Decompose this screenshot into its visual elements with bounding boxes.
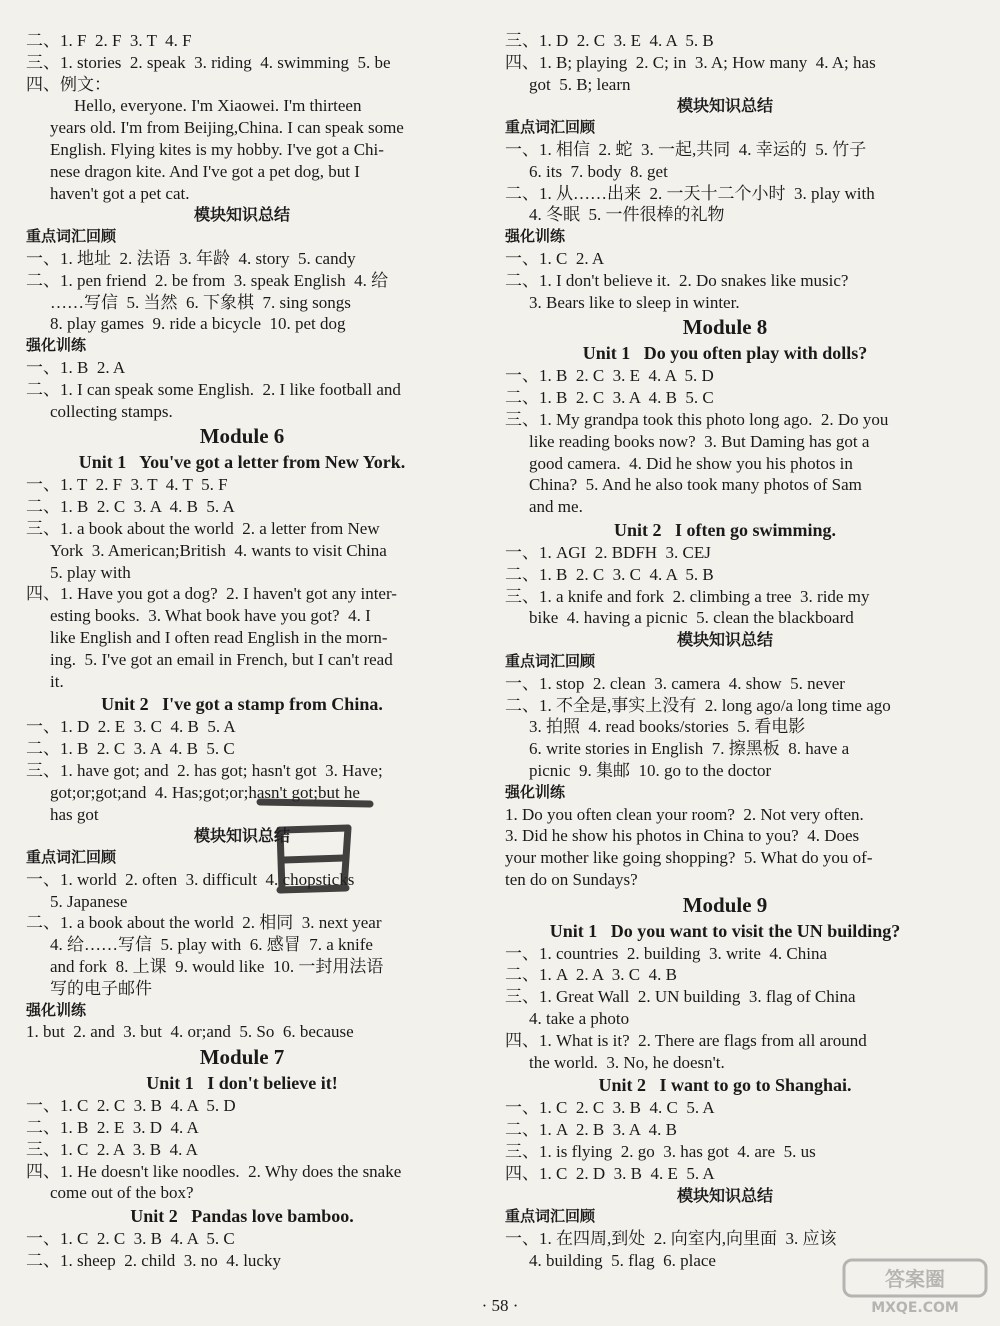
- left-line-2: 四、例文：: [26, 74, 111, 94]
- right-line-54: 一、1. 在四周,到处 2. 向室内,向里面 3. 应该: [505, 1229, 837, 1249]
- right-line-47: Unit 2 I want to go to Shanghai.: [598, 1075, 852, 1096]
- right-line-29: 一、1. stop 2. clean 3. camera 4. show 5. never: [505, 673, 845, 693]
- left-line-35: has got: [50, 804, 99, 824]
- right-line-5: 一、1. 相信 2. 蛇 3. 一起,共同 4. 幸运的 5. 竹子: [505, 139, 867, 159]
- left-line-25: 四、1. Have you got a dog? 2. I haven't got any inter-: [26, 584, 397, 604]
- left-line-27: like English and I often read English in the morn-: [50, 627, 388, 647]
- left-line-14: 强化训练: [26, 336, 87, 355]
- svg-text:答案圈: 答案圈: [885, 1267, 945, 1291]
- left-line-15: 一、1. B 2. A: [26, 357, 126, 377]
- left-line-38: 一、1. world 2. often 3. difficult 4. chopsticks: [26, 869, 355, 889]
- left-line-52: come out of the box?: [50, 1183, 194, 1203]
- left-line-23: York 3. American;British 4. wants to visit China: [50, 540, 387, 560]
- right-line-2: got 5. B; learn: [529, 74, 631, 94]
- right-line-46: the world. 3. No, he doesn't.: [529, 1052, 725, 1072]
- right-line-8: 4. 冬眠 5. 一件很棒的礼物: [529, 205, 725, 225]
- left-line-4: years old. I'm from Beijing,China. I can speak some: [50, 118, 404, 138]
- right-line-7: 二、1. 从……出来 2. 一天十二个小时 3. play with: [505, 183, 875, 203]
- left-line-28: ing. 5. I've got an email in French, but I can't read: [50, 649, 393, 669]
- left-line-6: nese dragon kite. And I've got a pet dog, but I: [50, 161, 360, 181]
- right-line-10: 一、1. C 2. A: [505, 248, 605, 268]
- left-column: [26, 30, 458, 1272]
- left-line-21: 二、1. B 2. C 3. A 4. B 5. A: [26, 497, 235, 517]
- left-line-26: esting books. 3. What book have you got? 4. I: [50, 606, 371, 626]
- right-line-13: Module 8: [682, 315, 768, 340]
- right-line-55: 4. building 5. flag 6. place: [529, 1251, 716, 1271]
- svg-text:MXQE.COM: MXQE.COM: [871, 1300, 959, 1316]
- left-line-17: collecting stamps.: [50, 401, 173, 421]
- right-line-32: 6. write stories in English 7. 擦黑板 8. have a: [529, 739, 850, 759]
- left-line-18: Module 6: [199, 424, 285, 449]
- right-line-49: 二、1. A 2. B 3. A 4. B: [505, 1120, 677, 1140]
- right-line-14: Unit 1 Do you often play with dolls?: [582, 343, 868, 364]
- left-line-10: 一、1. 地址 2. 法语 3. 年龄 4. story 5. candy: [26, 248, 356, 268]
- right-line-0: 三、1. D 2. C 3. E 4. A 5. B: [505, 31, 714, 50]
- right-line-11: 二、1. I don't believe it. 2. Do snakes like music?: [505, 270, 849, 290]
- left-line-51: 四、1. He doesn't like noodles. 2. Why does the snake: [26, 1161, 402, 1181]
- right-line-51: 四、1. C 2. D 3. B 4. E 5. A: [505, 1163, 715, 1183]
- right-line-40: Unit 1 Do you want to visit the UN building?: [549, 920, 901, 941]
- right-line-33: picnic 9. 集邮 10. go to the doctor: [529, 760, 772, 780]
- left-line-54: 一、1. C 2. C 3. B 4. A 5. C: [26, 1229, 235, 1249]
- right-line-24: 二、1. B 2. C 3. C 4. A 5. B: [505, 564, 714, 584]
- right-line-34: 强化训练: [505, 782, 566, 801]
- left-line-34: got;or;got;and 4. Has;got;or;hasn't got;but he: [50, 782, 360, 802]
- left-line-48: 一、1. C 2. C 3. B 4. A 5. D: [26, 1096, 236, 1116]
- right-line-18: like reading books now? 3. But Daming has got a: [529, 431, 870, 451]
- right-line-16: 二、1. B 2. C 3. A 4. B 5. C: [505, 388, 714, 408]
- left-line-13: 8. play games 9. ride a bicycle 10. pet dog: [50, 314, 346, 334]
- right-line-42: 二、1. A 2. A 3. C 4. B: [505, 965, 677, 985]
- left-line-9: 重点词汇回顾: [26, 227, 117, 246]
- left-line-41: 4. 给……写信 5. play with 6. 感冒 7. a knife: [50, 935, 373, 955]
- right-line-6: 6. its 7. body 8. get: [529, 161, 668, 181]
- right-line-19: good camera. 4. Did he show you his photos in: [529, 453, 853, 473]
- right-line-21: and me.: [529, 497, 583, 517]
- left-line-0: 二、1. F 2. F 3. T 4. F: [26, 31, 192, 50]
- left-line-44: 强化训练: [26, 1000, 87, 1019]
- right-line-25: 三、1. a knife and fork 2. climbing a tree 3. ride my: [505, 586, 870, 606]
- left-line-30: Unit 2 I've got a stamp from China.: [101, 694, 383, 715]
- left-line-19: Unit 1 You've got a letter from New York.: [78, 452, 406, 473]
- right-line-1: 四、1. B; playing 2. C; in 3. A; How many 4. A; has: [505, 52, 876, 72]
- left-line-5: English. Flying kites is my hobby. I've got a Chi-: [50, 139, 384, 159]
- right-line-37: your mother like going shopping? 5. What do you of-: [505, 848, 873, 868]
- left-line-49: 二、1. B 2. E 3. D 4. A: [26, 1118, 199, 1138]
- left-line-32: 二、1. B 2. C 3. A 4. B 5. C: [26, 739, 235, 759]
- right-line-22: Unit 2 I often go swimming.: [613, 519, 836, 540]
- left-line-31: 一、1. D 2. E 3. C 4. B 5. A: [26, 717, 236, 737]
- left-line-53: Unit 2 Pandas love bamboo.: [130, 1206, 354, 1227]
- left-line-40: 二、1. a book about the world 2. 相同 3. next year: [26, 913, 382, 933]
- left-line-22: 三、1. a book about the world 2. a letter from New: [26, 518, 380, 538]
- left-line-55: 二、1. sheep 2. child 3. no 4. lucky: [26, 1251, 281, 1271]
- right-line-30: 二、1. 不全是,事实上没有 2. long ago/a long time ago: [505, 695, 891, 715]
- right-line-26: bike 4. having a picnic 5. clean the blackboard: [529, 608, 854, 628]
- right-line-31: 3. 拍照 4. read books/stories 5. 看电影: [529, 717, 806, 737]
- left-line-3: Hello, everyone. I'm Xiaowei. I'm thirteen: [74, 96, 362, 116]
- left-line-37: 重点词汇回顾: [26, 848, 117, 867]
- left-line-36: 模块知识总结: [193, 826, 290, 846]
- left-line-1: 三、1. stories 2. speak 3. riding 4. swimming 5. be: [26, 52, 391, 72]
- right-line-20: China? 5. And he also took many photos of Sam: [529, 475, 862, 495]
- right-line-38: ten do on Sundays?: [505, 869, 638, 889]
- left-line-16: 二、1. I can speak some English. 2. I like football and: [26, 379, 401, 399]
- left-line-33: 三、1. have got; and 2. has got; hasn't got 3. Have;: [26, 760, 383, 780]
- left-line-39: 5. Japanese: [50, 891, 128, 911]
- right-line-15: 一、1. B 2. C 3. E 4. A 5. D: [505, 366, 714, 386]
- right-line-52: 模块知识总结: [676, 1185, 773, 1205]
- left-line-20: 一、1. T 2. F 3. T 4. T 5. F: [26, 475, 228, 495]
- right-column: [505, 30, 945, 1272]
- right-line-45: 四、1. What is it? 2. There are flags from all around: [505, 1030, 867, 1050]
- left-line-11: 二、1. pen friend 2. be from 3. speak English 4. 给: [26, 270, 389, 290]
- right-line-3: 模块知识总结: [676, 96, 773, 116]
- right-line-43: 三、1. Great Wall 2. UN building 3. flag of China: [505, 987, 856, 1007]
- page-number: · 58 ·: [481, 1296, 519, 1315]
- right-line-48: 一、1. C 2. C 3. B 4. C 5. A: [505, 1098, 715, 1118]
- left-line-46: Module 7: [199, 1045, 285, 1070]
- right-line-9: 强化训练: [505, 227, 566, 246]
- right-line-36: 3. Did he show his photos in China to you? 4. Does: [505, 826, 860, 846]
- right-line-44: 4. take a photo: [529, 1009, 630, 1029]
- page-number-value: 58: [491, 1296, 509, 1315]
- right-line-23: 一、1. AGI 2. BDFH 3. CEJ: [505, 542, 711, 562]
- left-line-8: 模块知识总结: [193, 205, 290, 225]
- left-line-43: 写的电子邮件: [50, 978, 152, 998]
- right-line-53: 重点词汇回顾: [505, 1207, 596, 1226]
- left-line-47: Unit 1 I don't believe it!: [146, 1073, 338, 1094]
- right-line-50: 三、1. is flying 2. go 3. has got 4. are 5. us: [505, 1142, 816, 1162]
- right-line-35: 1. Do you often clean your room? 2. Not very often.: [505, 804, 864, 824]
- right-line-28: 重点词汇回顾: [505, 651, 596, 670]
- left-line-45: 1. but 2. and 3. but 4. or;and 5. So 6. because: [26, 1022, 354, 1042]
- left-line-42: and fork 8. 上课 9. would like 10. 一封用法语: [50, 957, 384, 977]
- left-line-29: it.: [50, 671, 64, 691]
- left-line-50: 三、1. C 2. A 3. B 4. A: [26, 1139, 198, 1159]
- right-line-41: 一、1. countries 2. building 3. write 4. China: [505, 943, 828, 963]
- right-line-17: 三、1. My grandpa took this photo long ago. 2. Do you: [505, 409, 889, 429]
- right-line-4: 重点词汇回顾: [505, 118, 596, 137]
- stamp-mark: [240, 790, 390, 930]
- left-line-7: haven't got a pet cat.: [50, 183, 190, 203]
- left-line-24: 5. play with: [50, 562, 131, 582]
- right-line-39: Module 9: [682, 892, 768, 917]
- right-line-12: 3. Bears like to sleep in winter.: [529, 292, 740, 312]
- right-line-27: 模块知识总结: [676, 630, 773, 650]
- left-line-12: ……写信 5. 当然 6. 下象棋 7. sing songs: [50, 292, 351, 312]
